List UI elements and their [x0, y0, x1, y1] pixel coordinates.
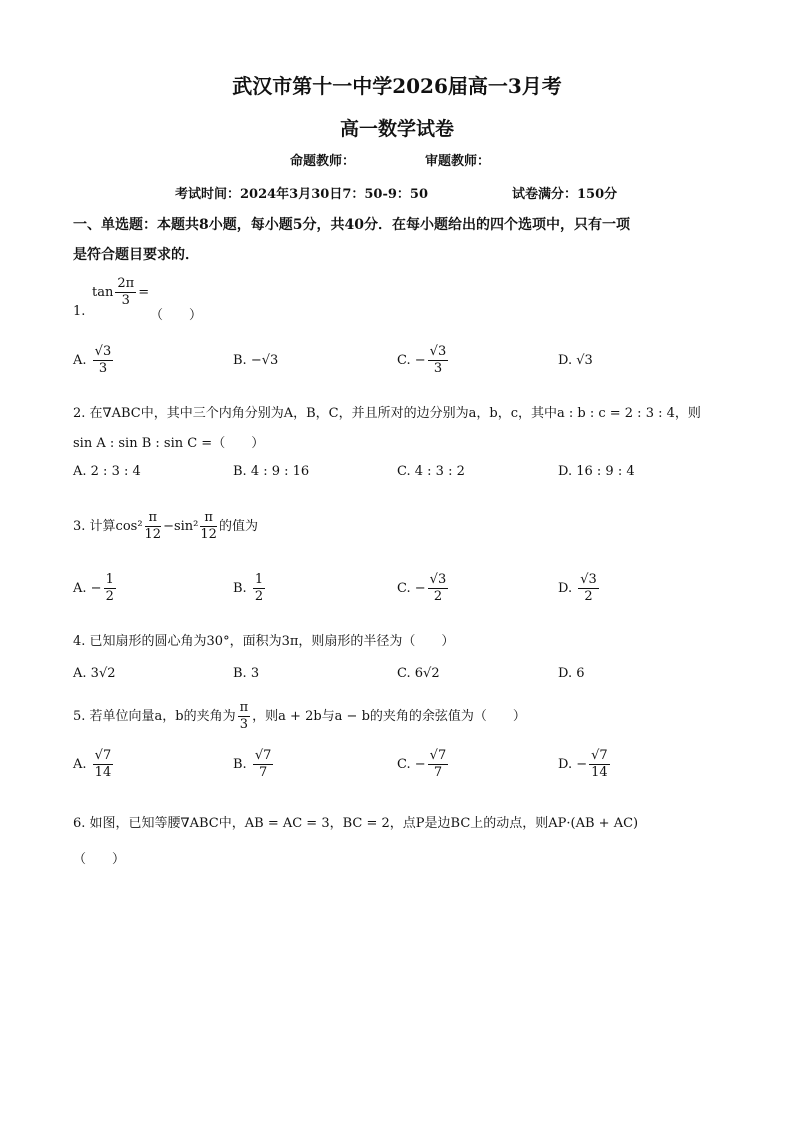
q5-option-d: D. − $\frac{√7}{14}$ — [558, 748, 608, 780]
q2-line2: sin A : sin B : sin C =（ ） — [73, 436, 265, 451]
q3-option-c: C. − $\frac{√3}{2}$ — [397, 572, 447, 604]
q4-option-a: A. 3√2 — [73, 666, 116, 681]
q5-option-b: B. $\frac{√7}{7}$ — [233, 748, 272, 780]
section-heading-line2: 是符合题目要求的． — [73, 247, 199, 263]
q5-option-a: A. $\frac{√7}{14}$ — [73, 748, 112, 780]
q1-option-a: A. $\frac{√3}{3}$ — [73, 344, 112, 376]
q1-option-b: B. −√3 — [233, 353, 279, 368]
q4-stem: 4. 已知扇形的圆心角为30°，面积为3π，则扇形的半径为（ ） — [73, 634, 455, 649]
q3-option-d: D. $\frac{√3}{2}$ — [558, 572, 597, 604]
q1-option-d: D. √3 — [558, 353, 593, 368]
reviewer-label: 审题教师： — [425, 154, 491, 169]
q3-stem: 3. 计算cos² $\frac{\pi}{12}$ −sin² $\frac{\pi}{12}$ 的值为 — [73, 510, 258, 542]
q5-stem: 5. 若单位向量a，b的夹角为 $\frac{\pi}{3}$ ，则a + 2b与a − b的夹角的余弦值为（ ） — [73, 700, 526, 732]
exam-time: 考试时间：2024年3月30日7：50-9：50 — [175, 187, 428, 202]
q4-option-b: B. 3 — [233, 666, 260, 681]
q1-number: 1. — [73, 304, 86, 319]
section-heading-line1: 一、单选题：本题共8小题，每小题5分，共40分．在每小题给出的四个选项中，只有一项 — [73, 217, 630, 233]
q4-option-d: D. 6 — [558, 666, 585, 681]
q1-option-c: C. − $\frac{√3}{3}$ — [397, 344, 447, 376]
q2-line1: 2. 在∇ABC中，其中三个内角分别为A，B，C，并且所对的边分别为a，b，c，其中a : b : c = 2 : 3 : 4，则 — [73, 406, 701, 421]
q2-option-b: B. 4 : 9 : 16 — [233, 464, 310, 479]
q6-line1: 6. 如图，已知等腰∇ABC中，AB = AC = 3，BC = 2，点P是边BC上的动点，则AP·(AB + AC) — [73, 816, 639, 831]
full-score: 试卷满分：150分 — [512, 187, 618, 202]
q1-paren: （ ） — [150, 308, 203, 323]
q4-option-c: C. 6√2 — [397, 666, 440, 681]
q3-option-a: A. − $\frac{1}{2}$ — [73, 572, 114, 604]
paper-subtitle: 高一数学试卷 — [339, 118, 454, 140]
q3-option-b: B. $\frac{1}{2}$ — [233, 572, 264, 604]
q6-line2: （ ） — [73, 852, 126, 867]
q2-option-d: D. 16 : 9 : 4 — [558, 464, 635, 479]
q5-option-c: C. − $\frac{√7}{7}$ — [397, 748, 447, 780]
q1-expression: tan $\frac{2\pi}{3}$ = — [92, 276, 150, 308]
q2-option-a: A. 2 : 3 : 4 — [73, 464, 141, 479]
q2-option-c: C. 4 : 3 : 2 — [397, 464, 465, 479]
exam-title: 武汉市第十一中学2026届高一3月考 — [232, 74, 562, 98]
author-label: 命题教师： — [290, 154, 356, 169]
